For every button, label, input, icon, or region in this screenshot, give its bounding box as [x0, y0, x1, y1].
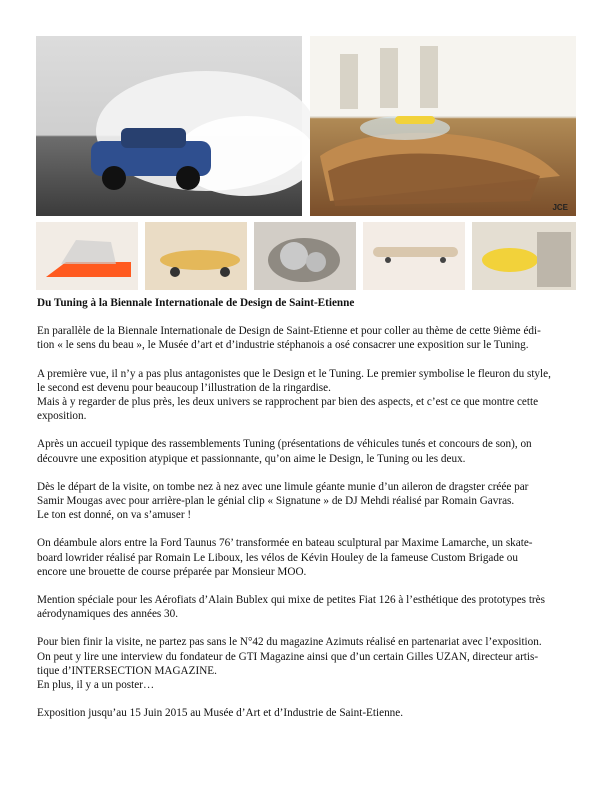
thumb-bikes-detail — [254, 222, 356, 290]
paragraph-line: Le ton est donné, on va s’amuser ! — [37, 509, 192, 522]
thumb-orange-limule — [36, 222, 138, 290]
photo-boat-car-exhibit — [310, 36, 576, 216]
paragraph-line: tique d’INTERSECTION MAGAZINE. — [37, 664, 217, 677]
paragraph-line: On déambule alors entre la Ford Taunus 76’ transformée en bateau sculptural par Maxime Lamarche, un skate- — [37, 537, 533, 550]
article-paragraph-1 — [37, 324, 577, 352]
skate-deck-illustration — [363, 222, 465, 290]
paragraph-line: Pour bien finir la visite, ne partez pas sans le N°42 du magazine Azimuts réalisé en partenariat avec l’exposition. — [37, 636, 542, 649]
paragraph-line: Exposition jusqu’au 15 Juin 2015 au Musée d’Art et d’Industrie de Saint-Etienne. — [37, 707, 404, 720]
photo-watermark: JCE — [552, 203, 568, 212]
paragraph-line: exposition. — [37, 410, 87, 423]
paragraph-line: Samir Mougas avec pour arrière-plan le génial clip « Signatune » de DJ Mehdi réalisé par Romain Gavras. — [37, 495, 515, 508]
paragraph-line: Dès le départ de la visite, on tombe nez à nez avec une limule géante munie d’un aileron de dragster créée par — [37, 480, 529, 493]
photo-car-burnout — [36, 36, 302, 216]
paragraph-line: découvre une exposition atypique et passionnante, qu’on aime le Design, le Tuning ou les deux. — [37, 452, 466, 465]
paragraph-line: aérodynamiques des années 30. — [37, 608, 179, 621]
article-paragraph-8 — [37, 706, 577, 720]
article-paragraph-6 — [37, 593, 577, 621]
paragraph-line: En plus, il y a un poster… — [37, 679, 155, 692]
thumb-skateboard-deck — [363, 222, 465, 290]
article — [37, 296, 577, 734]
article-paragraph-2 — [37, 367, 577, 424]
paragraph-line: Après un accueil typique des rassemblements Tuning (présentations de véhicules tunés et concours de son), on — [37, 438, 532, 451]
article-title: Du Tuning à la Biennale Internationale de Design de Saint-Etienne — [37, 297, 355, 309]
paragraph-line: encore une brouette de course préparée par Monsieur MOO. — [37, 565, 307, 578]
article-paragraph-5 — [37, 536, 577, 579]
thumb-aerofiat — [472, 222, 576, 290]
paragraph-line: le second est devenu pour beaucoup l’illustration de la ringardise. — [37, 381, 331, 394]
paragraph-line: Mention spéciale pour les Aérofiats d’Alain Bublex qui mixe de petites Fiat 126 à l’esthétique des prototypes très — [37, 594, 545, 607]
limule-illustration — [36, 222, 138, 290]
paragraph-line: A première vue, il n’y a pas plus antagonistes que le Design et le Tuning. Le premier symbolise le fleuron du style, — [37, 367, 551, 380]
skateboard-illustration — [145, 222, 247, 290]
boat-car-illustration — [310, 36, 576, 216]
thumb-skateboard-lowrider — [145, 222, 247, 290]
article-paragraph-4 — [37, 480, 577, 523]
bike-detail-illustration — [254, 222, 356, 290]
article-paragraph-3 — [37, 437, 577, 465]
paragraph-line: Mais à y regarder de plus près, les deux univers se rapprochent par bien des aspects, et c’est ce que montre cette — [37, 396, 539, 409]
article-paragraph-7 — [37, 635, 577, 692]
paragraph-line: board lowrider réalisé par Romain Le Liboux, les vélos de Kévin Houley de la fameuse Custom Brigade ou — [37, 551, 518, 564]
paragraph-line: En parallèle de la Biennale Internationale de Design de Saint-Etienne et pour coller au thème de cette 9ième édi- — [37, 325, 541, 338]
paragraph-line: tion « le sens du beau », le Musée d’art et d’industrie stéphanois a osé consacrer une exposition sur le Tuning. — [37, 339, 529, 352]
aerofiat-illustration — [472, 222, 576, 290]
car-burnout-illustration — [36, 36, 302, 216]
paragraph-line: On peut y lire une interview du fondateur de GTI Magazine ainsi que d’un certain Gilles UZAN, directeur artis- — [37, 650, 539, 663]
